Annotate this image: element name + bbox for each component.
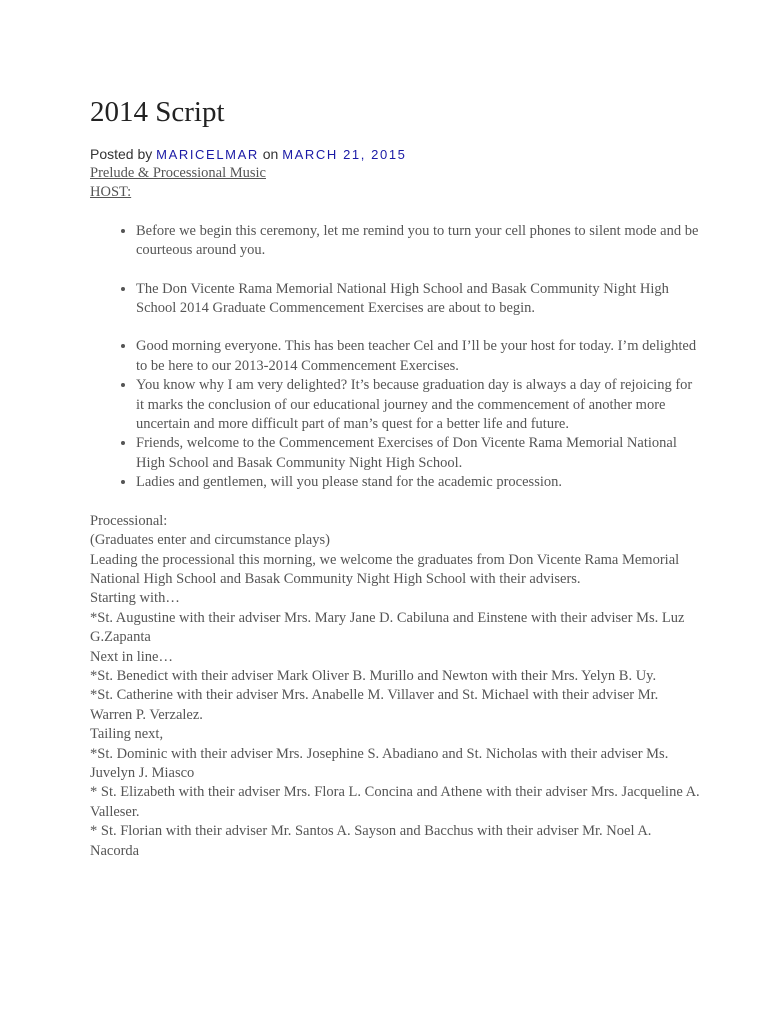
processional-line: Starting with… (90, 590, 180, 607)
prelude-link[interactable]: Prelude & Processional Music (90, 165, 266, 181)
host-link[interactable]: HOST: (90, 184, 132, 201)
list-item: • The Don Vicente Rama Memorial National High School and Basak Community Night High School 2014 Graduate Commencement Exercises are about to begin. (136, 280, 700, 319)
processional-line: *St. Benedict with their adviser Mark Oliver B. Murillo and Newton with their Mrs. Yelyn B. Uy. (90, 667, 657, 684)
list-item: • Ladies and gentlemen, will you please stand for the academic procession. (136, 473, 700, 492)
posted-by-label: Posted by (90, 146, 153, 162)
processional-line: *St. Augustine with their adviser Mrs. Mary Jane D. Cabiluna and Einstene with their adviser Ms. Luz G.Zapanta (90, 609, 685, 646)
processional-section (90, 512, 700, 861)
list-item: • Before we begin this ceremony, let me remind you to turn your cell phones to silent mode and be courteous around you. (136, 222, 700, 261)
post-meta (90, 145, 700, 164)
bullet-list-1 (90, 222, 700, 261)
date-link[interactable]: MARCH 21, 2015 (282, 147, 407, 162)
page-title: 2014 Script (90, 96, 225, 128)
bullet-list-3 (90, 337, 700, 492)
processional-line: Leading the processional this morning, we welcome the graduates from Don Vicente Rama Memorial National High School and Basak Community Night High School with their advisers. (90, 551, 680, 587)
processional-line: Next in line… (90, 648, 173, 665)
processional-heading: Processional: (90, 512, 168, 529)
on-label: on (262, 146, 279, 162)
bullet-list-2 (90, 280, 700, 319)
processional-line: *St. Dominic with their adviser Mrs. Josephine S. Abadiano and St. Nicholas with their adviser Ms. Juvelyn J. Miasco (90, 745, 669, 781)
author-link[interactable]: MARICELMAR (156, 147, 259, 162)
list-item: • Good morning everyone. This has been teacher Cel and I’ll be your host for today. I’m delighted to be here to our 2013-2014 Commencement Exercises. (136, 337, 700, 376)
processional-line: * St. Elizabeth with their adviser Mrs. Flora L. Concina and Athene with their adviser Mrs. Jacqueline A. Valleser. (90, 784, 700, 820)
list-item: • Friends, welcome to the Commencement Exercises of Don Vicente Rama Memorial National High School and Basak Community Night High School. (136, 434, 700, 473)
list-item: • You know why I am very delighted? It’s because graduation day is always a day of rejoicing for it marks the conclusion of our educational journey and the commencement of another more uncertain and more difficult part of man’s quest for a better life and future. (136, 376, 700, 434)
processional-line: * St. Florian with their adviser Mr. Santos A. Sayson and Bacchus with their adviser Mr. Noel A. Nacorda (90, 823, 652, 859)
processional-line: Tailing next, (90, 726, 164, 743)
article (90, 92, 700, 861)
processional-line: *St. Catherine with their adviser Mrs. Anabelle M. Villaver and St. Michael with their adviser Mr. Warren P. Verzalez. (90, 687, 659, 723)
processional-line: (Graduates enter and circumstance plays) (90, 532, 330, 549)
